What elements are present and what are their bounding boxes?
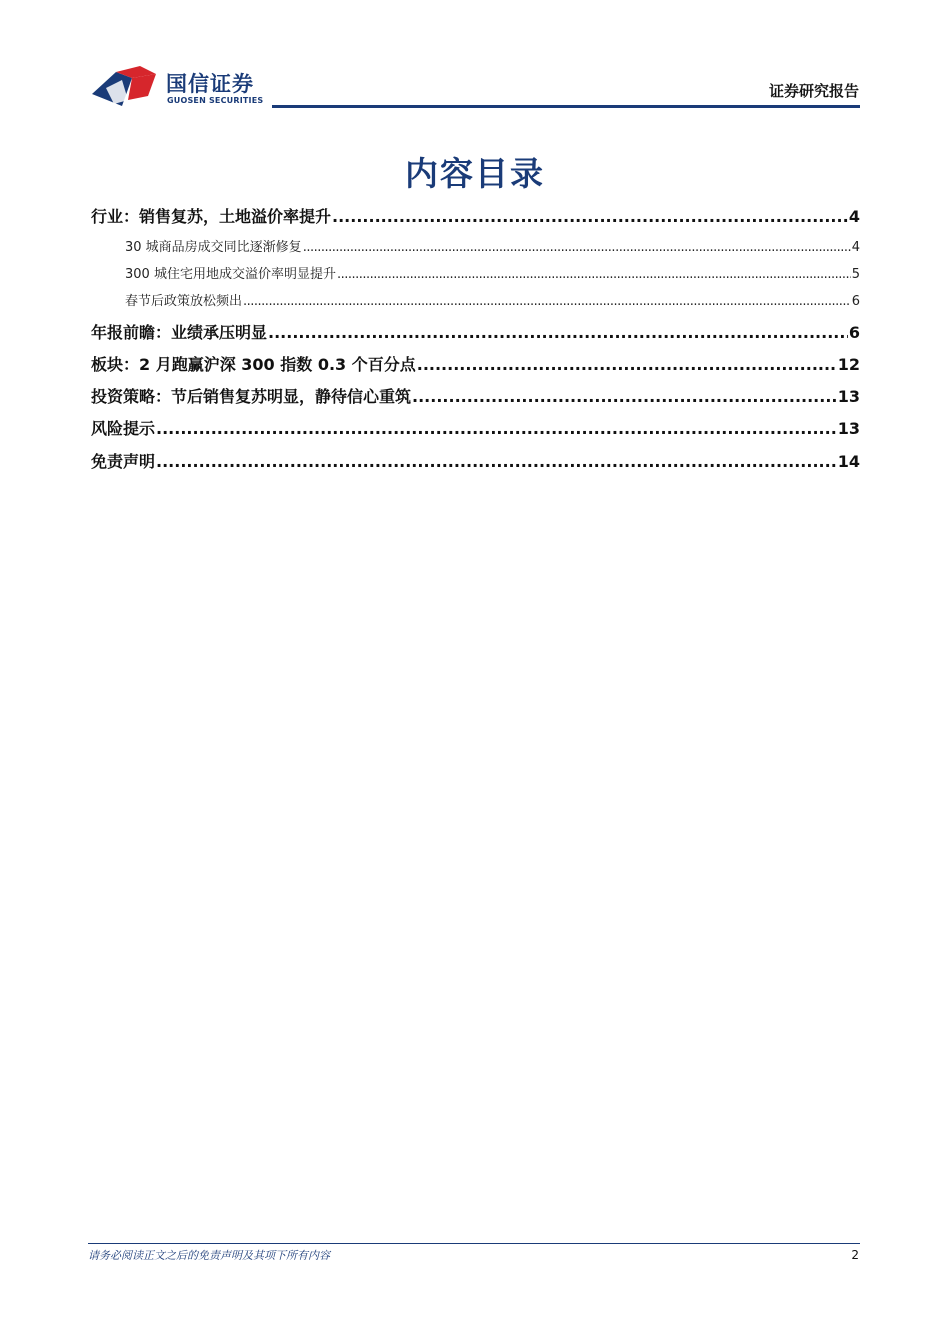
toc-entry-page: 6 (851, 294, 860, 309)
toc-entry[interactable] (91, 416, 860, 439)
footer-divider (88, 1243, 860, 1244)
toc-entry[interactable] (91, 320, 860, 343)
toc-entry-page: 13 (837, 387, 860, 406)
toc-entry-page: 12 (837, 355, 860, 374)
page-number: 2 (851, 1248, 859, 1262)
page-header (0, 0, 950, 112)
toc-leader-dots (417, 355, 837, 374)
toc-entry-title: 行业：销售复苏，土地溢价率提升 (91, 207, 332, 226)
toc-title: 内容目录 (405, 154, 545, 193)
toc-leader-dots (412, 387, 837, 406)
toc-entry-title: 300 城住宅用地成交溢价率明显提升 (125, 267, 336, 282)
toc-entry-title: 风险提示 (91, 419, 156, 438)
report-type-label: 证券研究报告 (768, 82, 859, 100)
toc-entry-title: 板块：2 月跑赢沪深 300 指数 0.3 个百分点 (91, 355, 416, 374)
toc-entry-page: 14 (837, 452, 860, 471)
guosen-logo-icon (92, 66, 162, 110)
logo-chinese-name: 国信证券 (166, 72, 254, 96)
toc-entry[interactable] (125, 290, 860, 309)
toc-entry[interactable] (91, 384, 860, 407)
toc-entry-page: 5 (851, 267, 860, 282)
toc-entry-title: 春节后政策放松频出 (125, 294, 243, 309)
toc-entry-page: 4 (848, 207, 860, 226)
logo-english-name: GUOSEN SECURITIES (167, 96, 264, 105)
footer-disclaimer: 请务必阅读正文之后的免责声明及其项下所有内容 (88, 1249, 330, 1262)
toc-entry[interactable] (91, 352, 860, 375)
toc-leader-dots (303, 240, 851, 255)
toc-entry-title: 投资策略：节后销售复苏明显，静待信心重筑 (91, 387, 412, 406)
toc-entry-page: 6 (848, 323, 860, 342)
toc-entry-title: 免责声明 (91, 452, 156, 471)
toc-entry[interactable] (125, 236, 860, 255)
toc-leader-dots (337, 267, 851, 282)
toc-entry-title: 年报前瞻：业绩承压明显 (91, 323, 268, 342)
header-divider (272, 105, 860, 108)
toc-entry-page: 4 (851, 240, 860, 255)
toc-entry[interactable] (91, 449, 860, 472)
toc-leader-dots (268, 323, 848, 342)
toc-leader-dots (156, 419, 837, 438)
toc-leader-dots (156, 452, 837, 471)
toc-leader-dots (243, 294, 851, 309)
toc-entry-title: 30 城商品房成交同比逐渐修复 (125, 240, 302, 255)
toc-entry-page: 13 (837, 419, 860, 438)
toc-entry[interactable] (91, 204, 860, 227)
toc-entry[interactable] (125, 263, 860, 282)
toc-leader-dots (332, 207, 848, 226)
